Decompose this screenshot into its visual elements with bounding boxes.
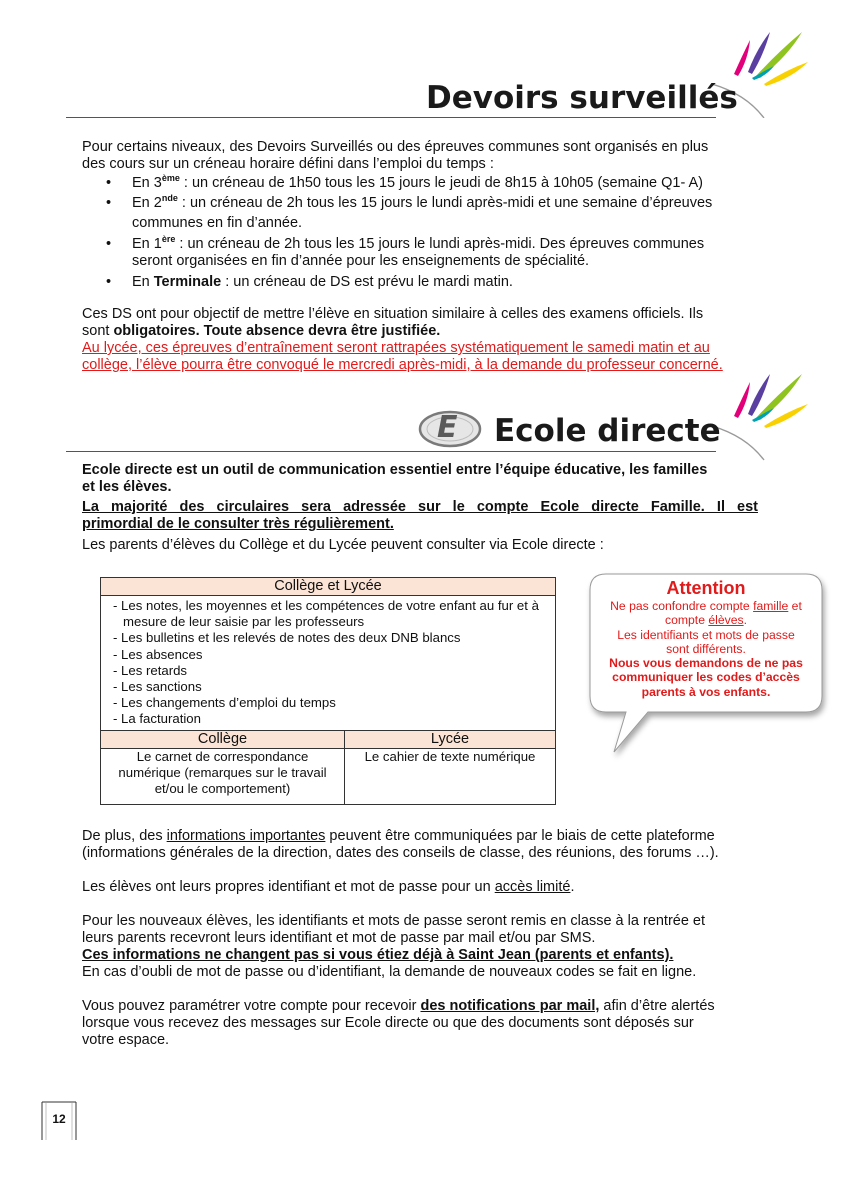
ds-makeup-notice: collège, l’élève pourra être convoqué le mercredi après-midi, à la demande du professeur concerné. xyxy=(82,357,723,373)
parents-line: Les parents d’élèves du Collège et du Lycée peuvent consulter via Ecole directe : xyxy=(82,537,604,553)
notifications-line: lorsque vous recevez des messages sur Ecole directe ou que des documents sont déposés sur xyxy=(82,1015,694,1031)
list-item: • En 3ème : un créneau de 1h50 tous les 15 jours le jeudi de 8h15 à 10h05 (semaine Q1- A) xyxy=(82,175,758,192)
decorative-brush-logo xyxy=(712,368,822,464)
callout-line: Ne pas confondre compte famille et xyxy=(610,599,802,613)
new-students-line: Ces informations ne changent pas si vous étiez déjà à Saint Jean (parents et enfants). xyxy=(82,947,674,963)
page-number-box xyxy=(39,1099,79,1143)
table-row: - Les notes, les moyennes et les compétences de votre enfant au fur et à mesure de leur saisie par les professeurs xyxy=(113,598,539,630)
table-cell-college: Le carnet de correspondance numérique (remarques sur le travail et/ou le comportement) xyxy=(101,748,345,804)
callout-warning: Nous vous demandons de ne pas communiquer les codes d’accès parents à vos enfants. xyxy=(609,656,803,699)
ds-intro-line: des cours sur un créneau horaire défini dans l’emploi du temps : xyxy=(82,156,494,172)
intro-bold-line: Ecole directe est un outil de communication essentiel entre l’équipe éducative, les familles xyxy=(82,462,708,478)
list-item: • En 2nde : un créneau de 2h tous les 15 jours le lundi après-midi et une semaine d’épreuves communes en fin d’année. xyxy=(82,195,758,232)
list-item: • En Terminale : un créneau de DS est prévu le mardi matin. xyxy=(82,274,758,291)
ds-section-body xyxy=(82,139,758,374)
callout-line: compte élèves. xyxy=(665,613,747,628)
new-students-line: Pour les nouveaux élèves, les identifiants et mots de passe seront remis en classe à la rentrée et xyxy=(82,913,706,929)
notifications-line: Vous pouvez paramétrer votre compte pour recevoir des notifications par mail, afin d’être alertés xyxy=(82,998,715,1014)
ds-objective: Ces DS ont pour objectif de mettre l’élève en situation similaire à celles des examens officiels. Ils xyxy=(82,306,704,322)
ds-intro-line: Pour certains niveaux, des Devoirs Surveillés ou des épreuves communes sont organisés en plus xyxy=(82,139,709,155)
table-list-cell xyxy=(101,596,556,731)
notifications-line: votre espace. xyxy=(82,1032,170,1048)
ecole-directe-logo xyxy=(418,408,482,450)
table-row: - Les retards xyxy=(113,662,188,678)
more-info-line: De plus, des informations importantes peuvent être communiquées par le biais de cette plateforme xyxy=(82,828,715,844)
title-rule xyxy=(66,117,716,118)
table-row: - Les absences xyxy=(113,646,203,662)
callout-title: Attention xyxy=(666,578,746,598)
logo-letter: E xyxy=(437,410,458,445)
intro-underlined-line: La majorité des circulaires sera adressée sur le compte Ecole directe Famille. Il est xyxy=(82,499,758,515)
table-row: - Les sanctions xyxy=(113,679,202,695)
table-col-college: Collège xyxy=(101,730,345,748)
intro-bold-line: et les élèves. xyxy=(82,479,172,495)
table-cell-lycee: Le cahier de texte numérique xyxy=(345,748,556,804)
intro-underlined-line: primordial de le consulter très régulièrement. xyxy=(82,516,394,532)
table-row: - Les changements d’emploi du temps xyxy=(113,695,336,711)
new-students-line: En cas d’oubli de mot de passe ou d’identifiant, la demande de nouveaux codes se fait en ligne. xyxy=(82,964,697,980)
callout-line: Les identifiants et mots de passe sont différents. xyxy=(617,627,795,656)
ecole-directe-intro xyxy=(82,462,758,554)
ecole-directe-table xyxy=(100,577,556,805)
attention-callout xyxy=(588,572,824,712)
table-row: - Les bulletins et les relevés de notes des deux DNB blancs xyxy=(113,630,461,646)
section-title-ecole-directe: Ecole directe xyxy=(494,413,721,449)
callout-text xyxy=(598,578,814,699)
title-rule xyxy=(66,451,716,452)
table-header: Collège et Lycée xyxy=(101,578,556,596)
section-title-devoirs: Devoirs surveillés xyxy=(426,80,738,116)
ds-makeup-notice: Au lycée, ces épreuves d’entraînement seront rattrapées systématiquement le samedi matin et au xyxy=(82,340,710,356)
ds-levels-list xyxy=(82,175,758,291)
list-item: • En 1ère : un créneau de 2h tous les 15 jours le lundi après-midi. Des épreuves communes seront organisées en fin d’année pour les enseignements de spécialité. xyxy=(82,236,758,270)
ds-objective: sont obligatoires. Toute absence devra être justifiée. xyxy=(82,323,441,339)
ecole-directe-details xyxy=(82,828,758,1049)
students-line: Les élèves ont leurs propres identifiant et mot de passe pour un accès limité. xyxy=(82,879,575,895)
new-students-line: leurs parents recevront leurs identifiant et mot de passe par mail et/ou par SMS. xyxy=(82,930,596,946)
page-number: 12 xyxy=(52,1112,66,1126)
table-row: - La facturation xyxy=(113,711,201,727)
table-col-lycee: Lycée xyxy=(345,730,556,748)
more-info-line: (informations générales de la direction, dates des conseils de classe, des réunions, des forums …). xyxy=(82,845,719,861)
